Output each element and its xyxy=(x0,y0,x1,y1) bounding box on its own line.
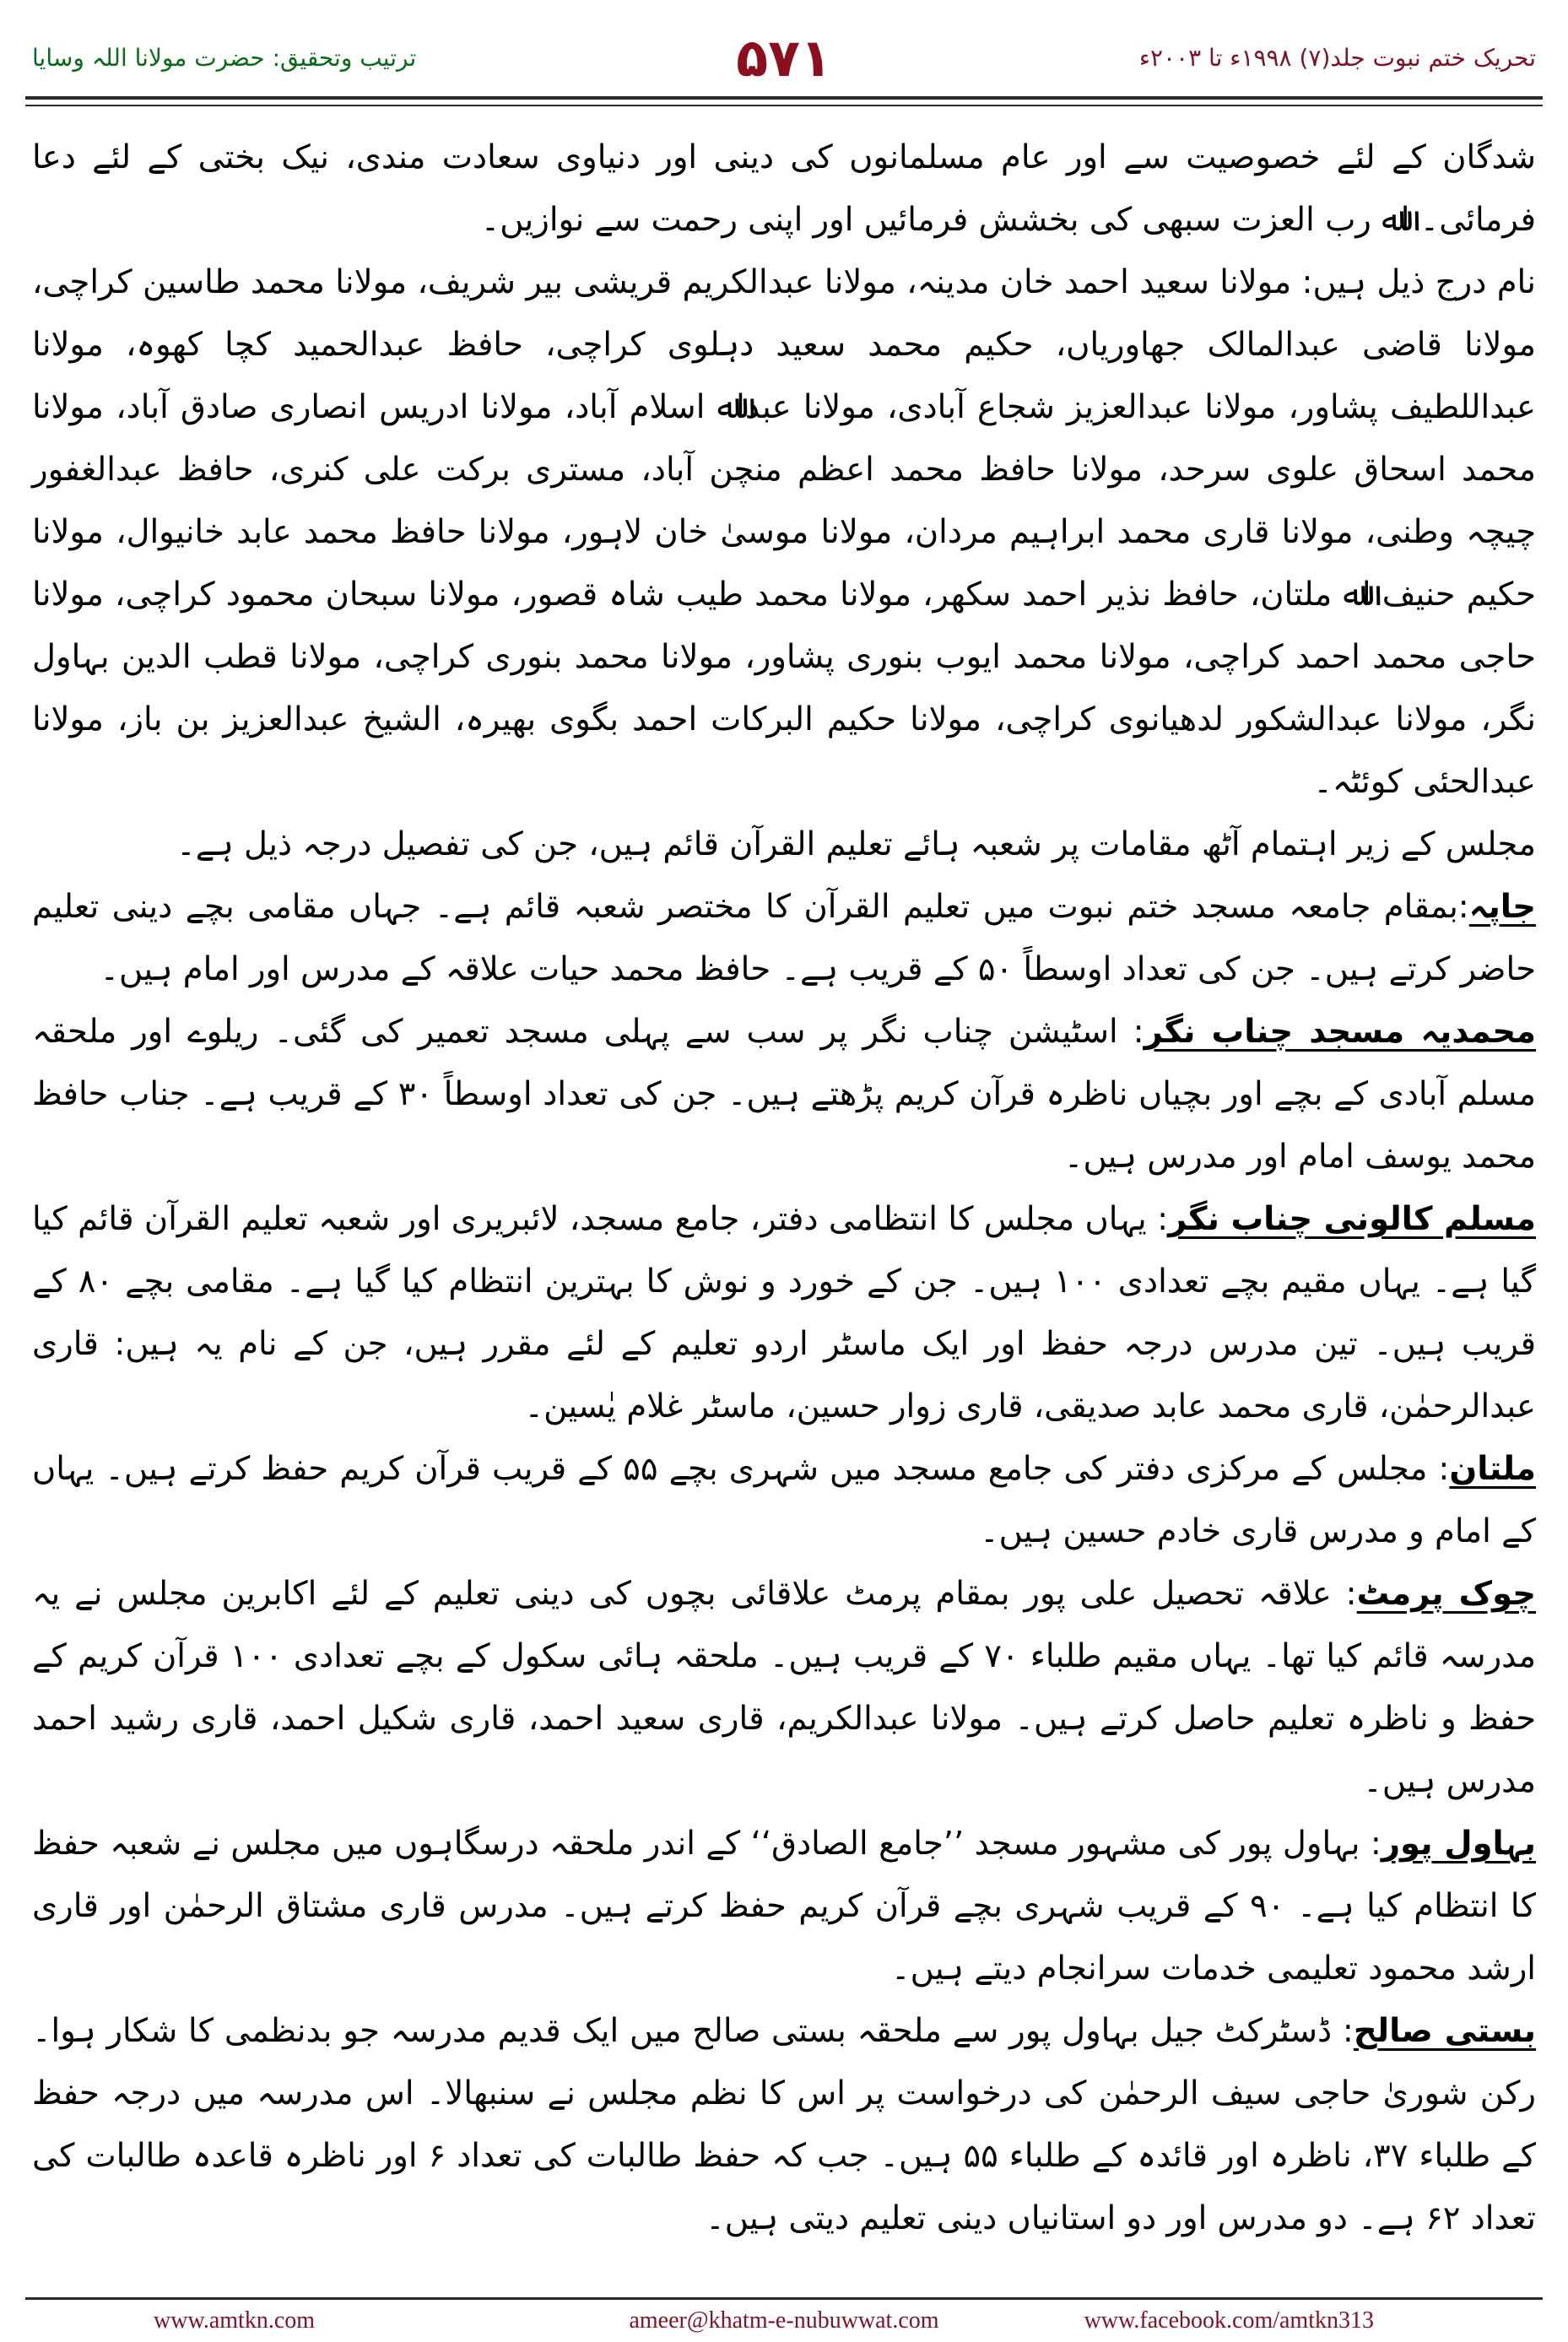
paragraph xyxy=(32,252,1536,814)
header-rule-thick xyxy=(25,96,1543,100)
header-rule-thin xyxy=(25,105,1543,106)
footer-website-link[interactable]: www.amtkn.com xyxy=(154,2307,316,2334)
paragraph-text: : علاقہ تحصیل علی پور بمقام پرمٹ علاقائی بچوں کی دینی تعلیم کے لئے اکابرین مجلس نے یہ مدرسہ قائم کیا تھا۔ یہاں مقیم طلباء ۷۰ کے قریب ہیں۔ ملحقہ ہائی سکول کے بچے تعدادی ۱۰۰ قرآن کریم کے حفظ و ناظرہ تعلیم حاصل کرتے ہیں۔ مولانا عبدالکریم، قاری سعید احمد، قاری شکیل احمد، قاری رشید احمد مدرس ہیں۔ xyxy=(32,1575,1536,1800)
paragraph xyxy=(32,2000,1536,2250)
section-heading-muhammadiya-masjid: محمدیہ مسجد چناب نگر xyxy=(1144,1013,1536,1051)
page-footer xyxy=(25,2297,1543,2338)
footer-rule xyxy=(25,2297,1543,2300)
paragraph xyxy=(32,127,1536,252)
paragraph-text: شدگان کے لئے خصوصیت سے اور عام مسلمانوں کی دینی اور دنیاوی سعادت مندی، نیک بختی کے لئے دعا فرمائی۔ اﷲ رب العزت سبھی کی بخشش فرمائیں اور اپنی رحمت سے نوازیں۔ xyxy=(32,138,1536,239)
section-heading-basti-saleh: بستی صالح xyxy=(1353,2012,1536,2050)
footer-facebook-link[interactable]: www.facebook.com/amtkn313 xyxy=(1084,2307,1374,2334)
body-text xyxy=(32,127,1536,2287)
paragraph-text: : یہاں مجلس کا انتظامی دفتر، جامع مسجد، لائبریری اور شعبہ تعلیم القرآن قائم کیا گیا ہے۔ یہاں مقیم بچے تعدادی ۱۰۰ ہیں۔ جن کے خورد و نوش کا بہترین انتظام کیا گیا ہے۔ مقامی بچے ۸۰ کے قریب ہیں۔ تین مدرس درجہ حفظ اور ایک ماسٹر اردو تعلیم کے لئے مقرر ہیں، جن کے نام یہ ہیں: قاری عبدالرحمٰن، قاری محمد عابد صدیقی، قاری زوار حسین، ماسٹر غلام یٰسین۔ xyxy=(32,1200,1536,1425)
paragraph-text: : اسٹیشن چناب نگر پر سب سے پہلی مسجد تعمیر کی گئی۔ ریلوے اور ملحقہ مسلم آبادی کے بچے اور بچیاں ناظرہ قرآن کریم پڑھتے ہیں۔ جن کی تعداد اوسطاً ۳۰ کے قریب ہے۔ جناب حافظ محمد یوسف امام اور مدرس ہیں۔ xyxy=(32,1013,1536,1176)
paragraph-text: :بمقام جامعہ مسجد ختم نبوت میں تعلیم القرآن کا مختصر شعبہ قائم ہے۔ جہاں مقامی بچے دینی تعلیم حاضر کرتے ہیں۔ جن کی تعداد اوسطاً ۵۰ کے قریب ہے۔ حافظ محمد حیات علاقہ کے مدرس اور امام ہیں۔ xyxy=(32,888,1536,988)
paragraph-text: : مجلس کے مرکزی دفتر کی جامع مسجد میں شہری بچے ۵۵ کے قریب قرآن کریم حفظ کرتے ہیں۔ یہاں کے امام و مدرس قاری خادم حسین ہیں۔ xyxy=(32,1450,1536,1550)
paragraph-text: مجلس کے زیر اہتمام آٹھ مقامات پر شعبہ ہائے تعلیم القرآن قائم ہیں، جن کی تفصیل درجہ ذیل ہے۔ xyxy=(176,825,1536,863)
section-heading-japa: جاپہ xyxy=(1468,888,1536,926)
paragraph-text: : ڈسٹرکٹ جیل بہاول پور سے ملحقہ بستی صالح میں ایک قدیم مدرسہ جو بدنظمی کا شکار ہوا۔ رکن شوریٰ حاجی سیف الرحمٰن کی درخواست پر اس کا نظم مجلس نے سنبھالا۔ اس مدرسہ میں درجہ حفظ کے طلباء ۳۷، ناظرہ اور قائدہ کے طلباء ۵۵ ہیں۔ جب کہ حفظ طالبات کی تعداد ۶ اور ناظرہ قاعدہ طالبات کی تعداد ۶۲ ہے۔ دو مدرس اور دو استانیاں دینی تعلیم دیتی ہیں۔ xyxy=(32,2012,1537,2237)
paragraph xyxy=(32,1001,1536,1188)
section-heading-chowk-permit: چوک پرمٹ xyxy=(1356,1575,1536,1613)
paragraph xyxy=(32,876,1536,1001)
footer-email-link[interactable]: ameer@khatm-e-nubuwwat.com xyxy=(629,2307,939,2334)
section-heading-bahawalpur: بہاول پور xyxy=(1381,1825,1536,1863)
paragraph-text: نام درج ذیل ہیں: مولانا سعید احمد خان مدینہ، مولانا عبدالکریم قریشی بیر شریف، مولانا محمد طاسین کراچی، مولانا قاضی عبدالمالک جھاوریاں، حکیم محمد سعید دہلوی کراچی، حافظ عبدالحمید کچا کھوہ، مولانا عبداللطیف پشاور، مولانا عبدالعزیز شجاع آبادی، مولانا عبداﷲ اسلام آباد، مولانا ادریس انصاری صادق آباد، مولانا محمد اسحاق علوی سرحد، مولانا حافظ محمد اعظم منچن آباد، مستری برکت علی کنری، حافظ عبدالغفور چیچہ وطنی، مولانا قاری محمد ابراہیم مردان، مولانا موسیٰ خان لاہور، مولانا حافظ محمد عابد خانیوال، مولانا حکیم حنیف اﷲ ملتان، حافظ نذیر احمد سکھر، مولانا محمد طیب شاہ قصور، مولانا سبحان محمود کراچی، مولانا حاجی محمد احمد کراچی، مولانا محمد ایوب بنوری پشاور، مولانا محمد بنوری کراچی، مولانا قطب الدین بہاول نگر، مولانا عبدالشکور لدھیانوی کراچی، مولانا حکیم البرکات احمد بگوی بھیرہ، الشیخ عبدالعزیز بن باز، مولانا عبدالحئی کوئٹہ۔ xyxy=(32,263,1536,801)
paragraph xyxy=(32,1563,1536,1813)
paragraph xyxy=(32,814,1536,876)
page-number: ۵۷۱ xyxy=(736,27,832,89)
section-heading-multan: ملتان xyxy=(1449,1450,1537,1488)
page-header xyxy=(25,12,1543,111)
header-editor-credit: ترتیب وتحقیق: حضرت مولانا اللہ وسایا xyxy=(32,44,417,72)
paragraph-text: : بہاول پور کی مشہور مسجد ’’جامع الصادق‘‘ کے اندر ملحقہ درسگاہوں میں مجلس نے شعبہ حفظ کا انتظام کیا ہے۔ ۹۰ کے قریب شہری بچے قرآن کریم حفظ کرتے ہیں۔ مدرس قاری مشتاق الرحمٰن اور قاری ارشد محمود تعلیمی خدمات سرانجام دیتے ہیں۔ xyxy=(32,1825,1536,1988)
paragraph xyxy=(32,1438,1536,1563)
header-book-title: تحریک ختم نبوت جلد(۷) ۱۹۹۸ء تا ۲۰۰۳ء xyxy=(1138,44,1536,72)
section-heading-muslim-colony: مسلم کالونی چناب نگر xyxy=(1168,1200,1536,1238)
paragraph xyxy=(32,1813,1536,2000)
paragraph xyxy=(32,1188,1536,1438)
